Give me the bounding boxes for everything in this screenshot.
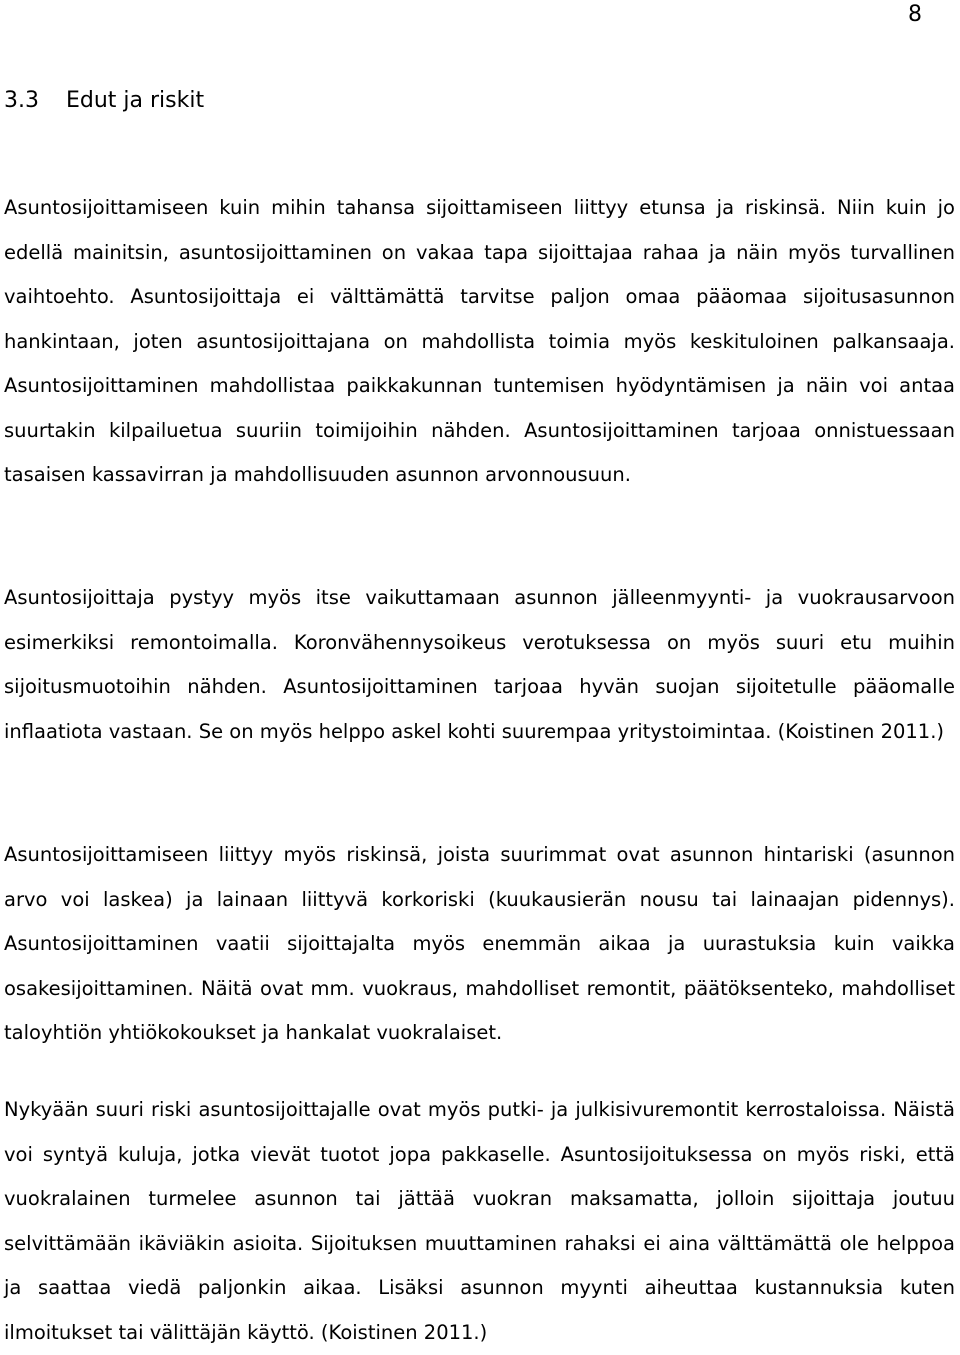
paragraph-benefits-intro: Asuntosijoittamiseen kuin mihin tahansa sijoittamiseen liittyy etunsa ja riskinsä. Niin kuin jo edellä mainitsin, asuntosijoittaminen on vakaa tapa sijoittajaa rahaa ja näin myös turvallinen vaihtoehto. Asuntosijoittaja ei välttämättä tarvitse paljon omaa pääomaa sijoitusasunnon hankintaan, joten asuntosijoittajana on mahdollista toimia myös keskituloinen palkansaaja. Asuntosijoittaminen mahdollistaa paikkakunnan tuntemisen hyödyntämisen ja näin voi antaa suurtakin kilpailuetua suuriin toimijoihin nähden. Asuntosijoittaminen tarjoaa onnistuessaan tasaisen kassavirran ja mahdollisuuden asunnon arvonnousuun. [4, 196, 955, 486]
section-heading [4, 86, 204, 116]
paragraph-risks: Asuntosijoittamiseen liittyy myös riskinsä, joista suurimmat ovat asunnon hintariski (asunnon arvo voi laskea) ja lainaan liittyvä korkoriski (kuukausierän nousu tai lainaajan pidennys). Asuntosijoittaminen vaatii sijoittajalta myös enemmän aikaa ja uurastuksia kuin vaikka osakesijoittaminen. Näitä ovat mm. vuokraus, mahdolliset remontit, päätöksenteko, mahdolliset taloyhtiön yhtiökokoukset ja hankalat vuokralaiset. [4, 843, 955, 1044]
section-title: Edut ja riskit [66, 88, 205, 113]
paragraph-risks-more: Nykyään suuri riski asuntosijoittajalle ovat myös putki- ja julkisivuremontit kerrostaloissa. Näistä voi syntyä kuluja, jotka vievät tuotot jopa pakkaselle. Asuntosijoituksessa on myös riski, että vuokralainen turmelee asunnon tai jättää vuokran maksamatta, jolloin sijoittaja joutuu selvittämään ikäviäkin asioita. Sijoituksen muuttaminen rahaksi ei aina välttämättä ole helppoa ja saattaa viedä paljonkin aikaa. Lisäksi asunnon myynti aiheuttaa kustannuksia kuten ilmoitukset tai välittäjän käyttö. (Koistinen 2011.) [4, 1098, 955, 1344]
page-number: 8 [908, 2, 922, 27]
section-number: 3.3 [4, 88, 39, 113]
paragraph-benefits-more: Asuntosijoittaja pystyy myös itse vaikuttamaan asunnon jälleenmyynti- ja vuokrausarvoon esimerkiksi remontoimalla. Koronvähennysoikeus verotuksessa on myös suuri etu muihin sijoitusmuotoihin nähden. Asuntosijoittaminen tarjoaa hyvän suojan sijoitetulle pääomalle inflaatiota vastaan. Se on myös helppo askel kohti suurempaa yritystoimintaa. (Koistinen 2011.) [4, 586, 955, 743]
